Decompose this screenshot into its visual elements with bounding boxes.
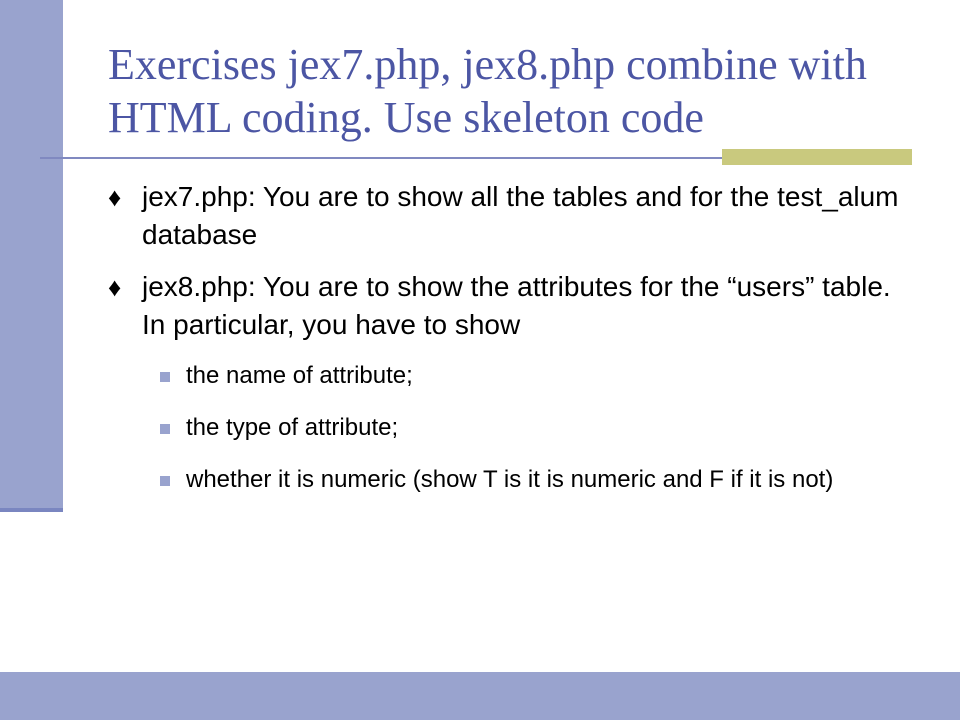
slide-body <box>108 178 908 516</box>
bullet-text: jex7.php: You are to show all the tables and for the test_alum database <box>142 181 899 250</box>
sub-bullet-text: the name of attribute; <box>186 362 413 389</box>
bullet-item-jex7 <box>108 178 908 254</box>
bullet-text: jex8.php: You are to show the attributes for the “users” table. In particular, you have to show <box>142 271 891 340</box>
bottom-decorative-band <box>0 672 960 720</box>
left-decorative-band <box>0 0 63 512</box>
left-band-edge <box>0 508 63 512</box>
slide-title: Exercises jex7.php, jex8.php combine with HTML coding. Use skeleton code <box>108 40 867 142</box>
square-bullet-icon <box>160 424 170 434</box>
bullet-item-jex8 <box>108 268 908 344</box>
sub-bullet-list <box>108 360 908 496</box>
title-accent-bar <box>722 149 912 165</box>
sub-bullet-item <box>108 464 908 496</box>
diamond-bullet-icon: ♦ <box>108 182 122 212</box>
square-bullet-icon <box>160 372 170 382</box>
sub-bullet-text: the type of attribute; <box>186 414 399 441</box>
square-bullet-icon <box>160 476 170 486</box>
sub-bullet-item <box>108 360 908 392</box>
sub-bullet-text: whether it is numeric (show T is it is numeric and F if it is not) <box>186 466 834 493</box>
sub-bullet-item <box>108 412 908 444</box>
diamond-bullet-icon: ♦ <box>108 272 122 302</box>
